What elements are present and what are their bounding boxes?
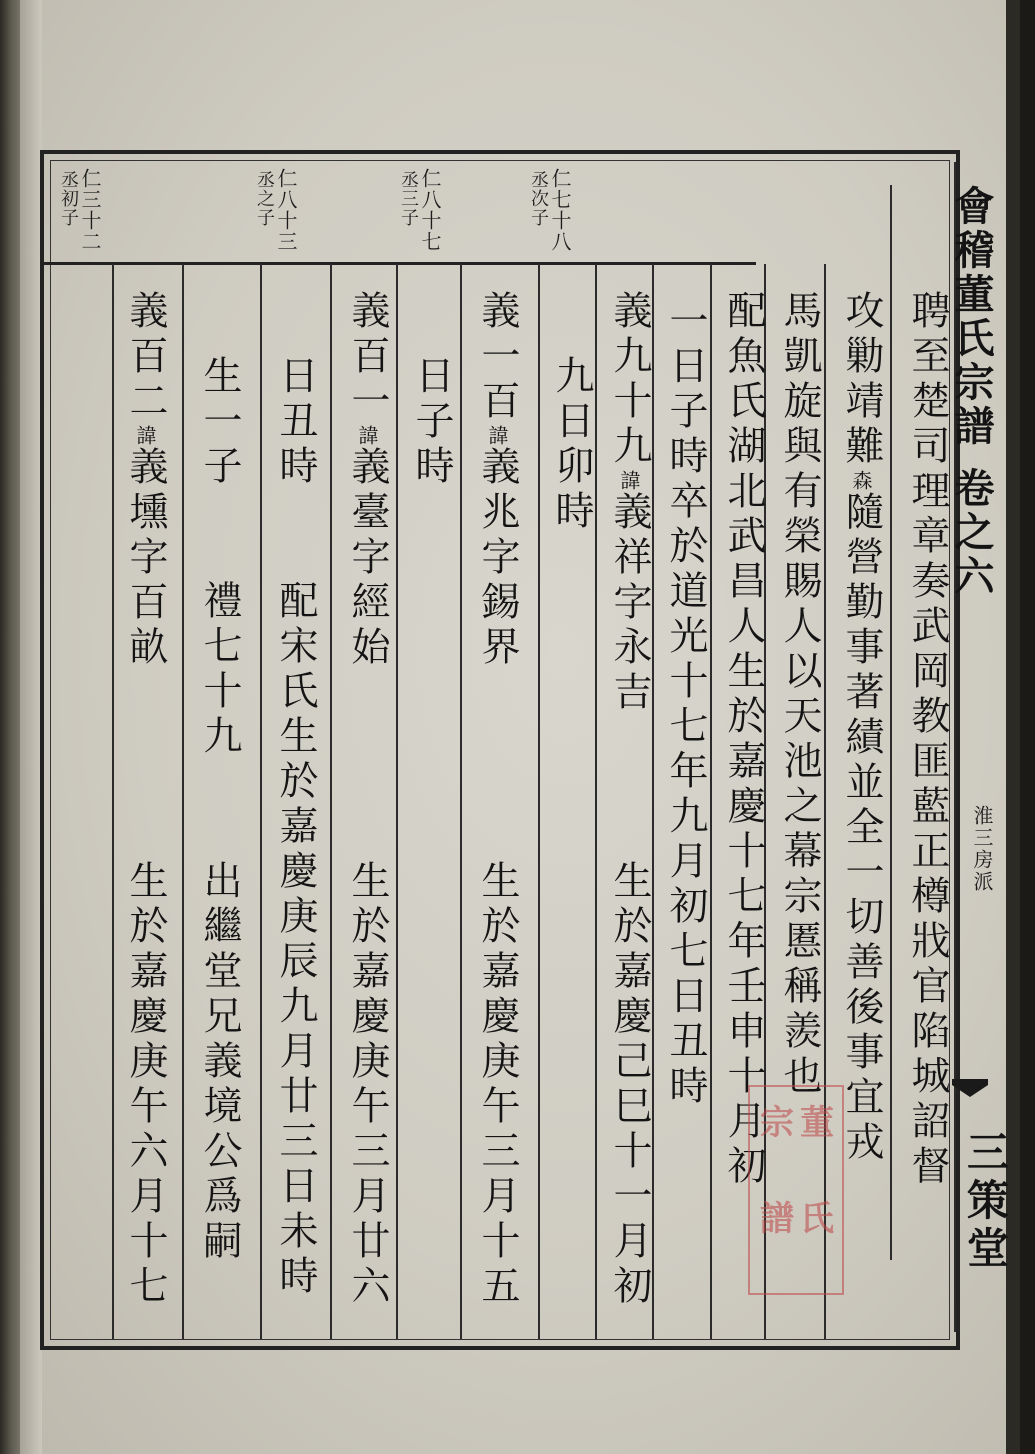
seal-char: 董 (800, 1103, 834, 1143)
parent-relation (56, 170, 80, 227)
column-text: 聘至楚司理章奏武岡教匪藍正樽戕官陷城詔督 (905, 290, 950, 1190)
library-seal (748, 1085, 844, 1295)
text-column (122, 290, 168, 671)
rule-line (182, 264, 184, 1339)
seal-char: 譜 (760, 1199, 794, 1239)
fish-tail-mark (950, 1075, 990, 1115)
column-text: 義九十九 (607, 290, 652, 470)
parent-note (548, 168, 572, 252)
column-text: 生於嘉慶庚午三月十五 (475, 860, 520, 1310)
text-column (474, 290, 520, 671)
text-column-lower (122, 860, 168, 1310)
text-column (344, 290, 390, 671)
column-text: 義祥字永吉 (607, 491, 652, 716)
rule-line (460, 264, 462, 1339)
header-divider (44, 262, 756, 265)
rule-line (710, 264, 712, 1339)
column-text: 馬凱旋與有榮賜人以天池之幕宗慝稱羨也 (777, 290, 822, 1100)
parent-name: 仁七十八 (548, 168, 572, 252)
rule-line (890, 185, 892, 1260)
text-column (196, 355, 242, 490)
rule-line (330, 264, 332, 1339)
text-column-lower (196, 860, 242, 1265)
parent-note (274, 168, 298, 252)
column-text: 隨營勤事著績並全一切善後事宜戎 (839, 491, 884, 1166)
parent-relation-text: 丞三子 (398, 170, 419, 227)
parent-relation (396, 170, 420, 227)
parent-relation (526, 170, 550, 227)
text-column (408, 355, 454, 490)
column-text: 生於嘉慶己巳十一月初 (607, 860, 652, 1310)
seal-char: 宗 (760, 1103, 794, 1143)
column-text: 攻勦靖難 (839, 290, 884, 470)
text-column-lower (474, 860, 520, 1310)
parent-relation-text: 丞次子 (528, 170, 549, 227)
rule-line (652, 264, 654, 1339)
inline-note: 森 (849, 470, 873, 491)
column-text: 義兆字錫界 (475, 446, 520, 671)
inline-note: 諱 (617, 470, 641, 491)
text-column (776, 290, 822, 1100)
parent-relation-text: 丞之子 (254, 170, 275, 227)
column-text: 義百一 (345, 290, 390, 425)
text-column (662, 300, 708, 1110)
column-text: 義壎字百畝 (123, 446, 168, 671)
column-text: 義臺字經始 (345, 446, 390, 671)
text-column (606, 290, 652, 716)
parent-relation (252, 170, 276, 227)
text-column-lower (196, 580, 242, 760)
hall-name: 三策堂 (961, 1130, 1010, 1274)
text-column (720, 290, 766, 1190)
text-column (838, 290, 884, 1166)
book-title: 會稽董氏宗譜 卷之六 (948, 185, 995, 599)
parent-name: 仁八十三 (274, 168, 298, 252)
column-text: 一日子時卒於道光十七年九月初七日丑時 (663, 300, 708, 1110)
text-column-lower (344, 860, 390, 1310)
column-text: 出繼堂兄義境公爲嗣 (197, 860, 242, 1265)
text-column (272, 355, 318, 490)
rule-line (112, 264, 114, 1339)
text-column (904, 290, 950, 1190)
rule-line (260, 264, 262, 1339)
branch-label: 淮三房派 (970, 805, 994, 893)
page-edge (20, 0, 42, 1454)
column-text: 生一子 (197, 355, 242, 490)
column-text: 義百二 (123, 290, 168, 425)
column-text: 九日卯時 (549, 355, 594, 535)
inline-note: 諱 (485, 425, 509, 446)
rule-line (538, 264, 540, 1339)
rule-line (595, 264, 597, 1339)
seal-char: 氏 (800, 1199, 834, 1239)
column-text: 生於嘉慶庚午六月十七 (123, 860, 168, 1310)
inline-note: 諱 (355, 425, 379, 446)
text-column-lower (272, 580, 318, 1300)
parent-name: 仁八十七 (418, 168, 442, 252)
column-text: 日子時 (409, 355, 454, 490)
column-text: 配宋氏生於嘉慶庚辰九月廿三日未時 (273, 580, 318, 1300)
column-text: 義一百 (475, 290, 520, 425)
text-column (548, 355, 594, 535)
rule-line (396, 264, 398, 1339)
column-text: 日丑時 (273, 355, 318, 490)
inline-note: 諱 (133, 425, 157, 446)
parent-relation-text: 丞初子 (58, 170, 79, 227)
column-text: 禮七十九 (197, 580, 242, 760)
parent-note (78, 168, 102, 252)
column-text: 配魚氏湖北武昌人生於嘉慶十七年壬申十月初 (721, 290, 766, 1190)
parent-name: 仁三十二 (78, 168, 102, 252)
column-text: 生於嘉慶庚午三月廿六 (345, 860, 390, 1310)
text-column-lower (606, 860, 652, 1310)
parent-note (418, 168, 442, 252)
